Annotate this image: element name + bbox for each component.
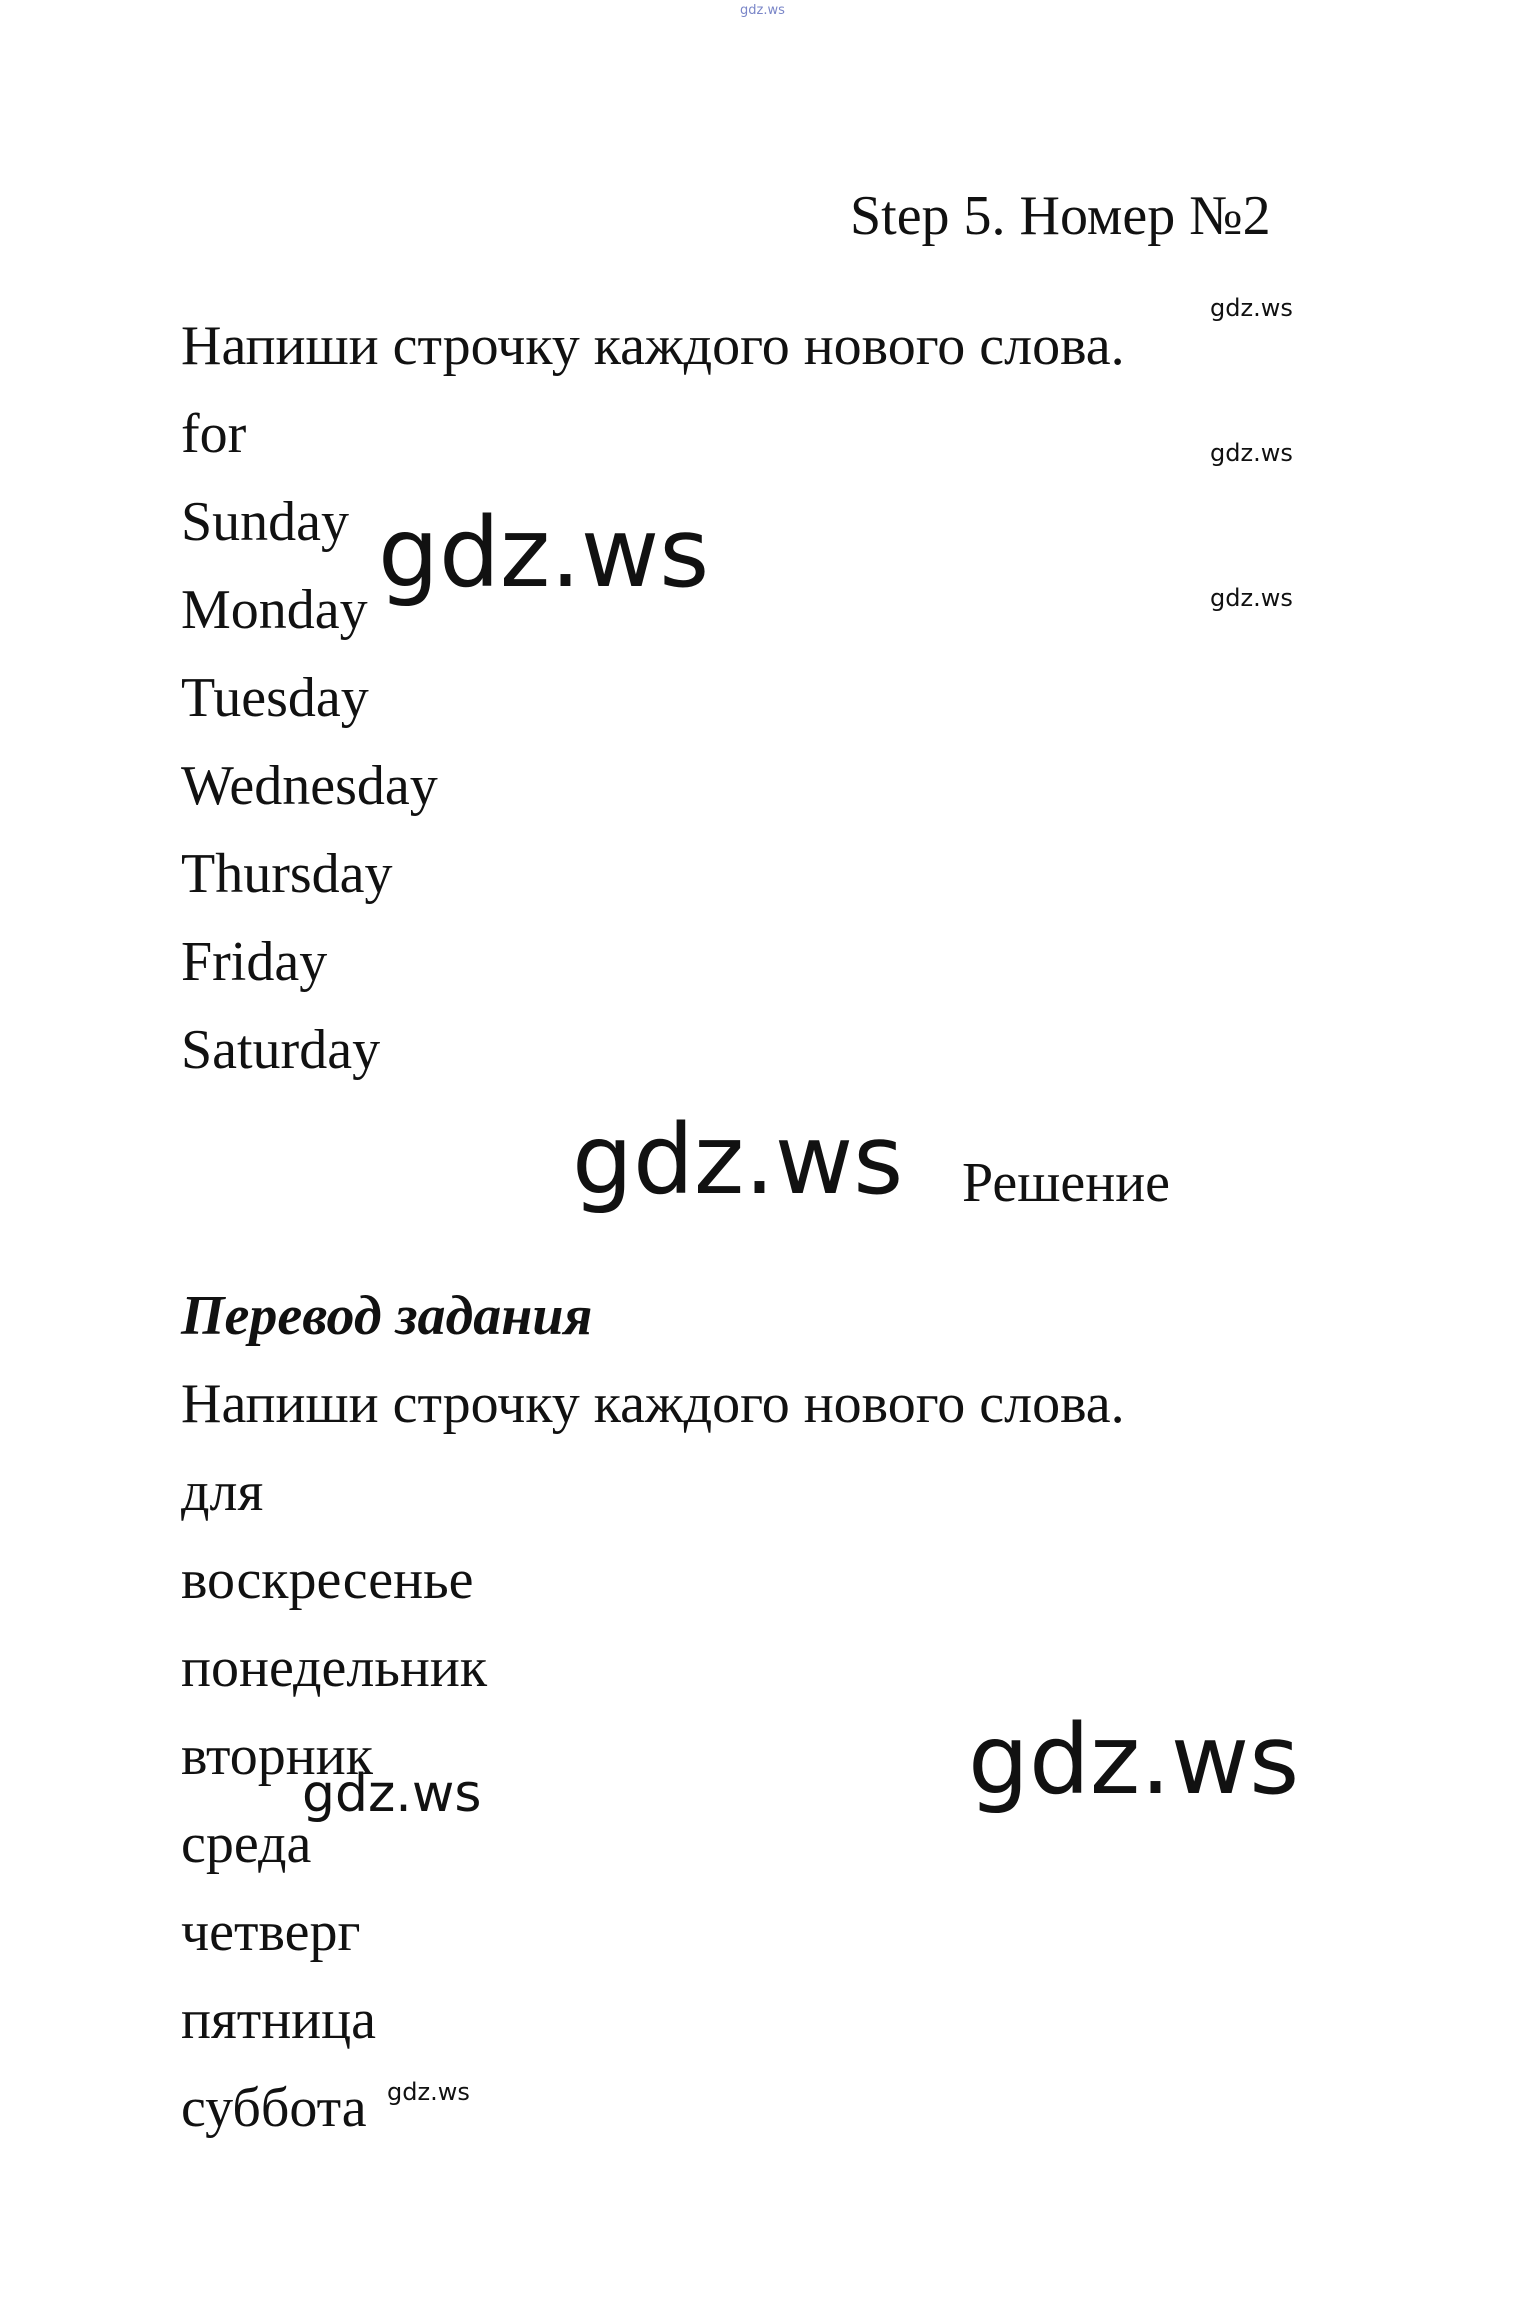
translation-word-friday: пятница (181, 1989, 376, 2051)
watermark-big-1: gdz.ws (378, 497, 710, 609)
translation-heading: Перевод задания (181, 1285, 593, 1347)
word-wednesday: Wednesday (181, 755, 438, 817)
translation-word-thursday: четверг (181, 1901, 361, 1963)
word-saturday: Saturday (181, 1019, 381, 1081)
word-sunday: Sunday (181, 491, 349, 553)
translation-word-monday: понедельник (181, 1637, 488, 1699)
translation-word-sunday: воскресенье (181, 1549, 474, 1611)
word-monday: Monday (181, 579, 368, 641)
translation-instruction: Напиши строчку каждого нового слова. (181, 1373, 1125, 1435)
translation-word-tuesday: вторник (181, 1725, 373, 1787)
translation-word-saturday: суббота (181, 2077, 367, 2139)
word-thursday: Thursday (181, 843, 393, 905)
watermark-mid-small: gdz.ws (302, 1764, 482, 1824)
word-tuesday: Tuesday (181, 667, 369, 729)
watermark-top: gdz.ws (740, 3, 785, 18)
word-friday: Friday (181, 931, 328, 993)
page-title: Step 5. Номер №2 (850, 185, 1271, 247)
word-for: for (181, 403, 247, 465)
watermark-right-3: gdz.ws (1210, 584, 1293, 612)
translation-word-wednesday: среда (181, 1813, 312, 1875)
solution-label: Решение (962, 1152, 1171, 1214)
watermark-big-3: gdz.ws (968, 1704, 1300, 1816)
translation-word-for: для (181, 1461, 264, 1523)
watermark-right-2: gdz.ws (1210, 439, 1293, 467)
watermark-right-1: gdz.ws (1210, 294, 1293, 322)
watermark-big-2: gdz.ws (572, 1104, 904, 1216)
watermark-bottom-small: gdz.ws (387, 2078, 470, 2106)
task-instruction: Напиши строчку каждого нового слова. (181, 315, 1125, 377)
